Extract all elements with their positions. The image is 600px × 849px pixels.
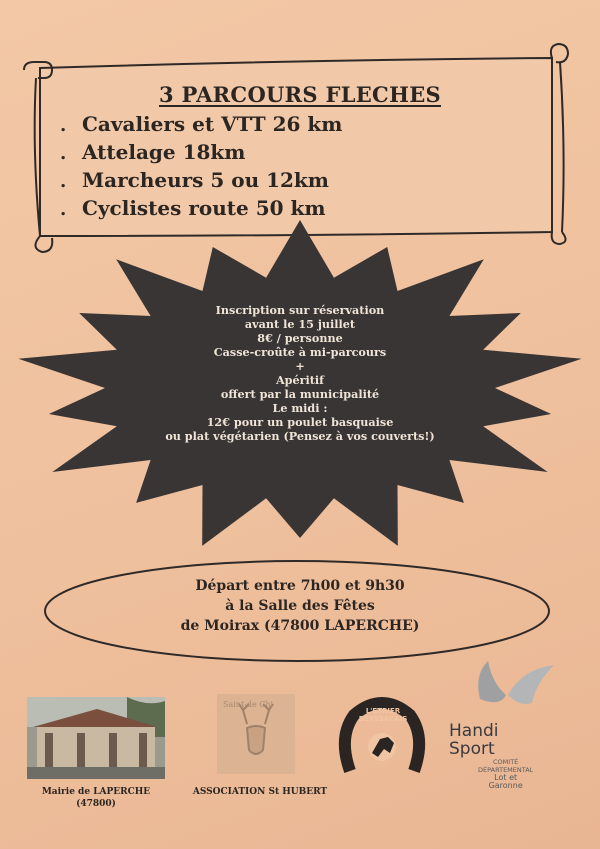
handisport-wordmark	[449, 722, 499, 758]
list-bullet: .	[60, 199, 67, 220]
handisport-sub2: DÉPARTEMENTAL	[478, 766, 534, 774]
mairie-postcode: (47800)	[76, 799, 116, 809]
handisport-sub3: Lot et	[494, 773, 518, 782]
association-label: ASSOCIATION St HUBERT	[192, 787, 328, 797]
etrier-logo-text: L'ETRIER BEYSSACAIS	[358, 707, 408, 723]
burst-line: Inscription sur réservation	[215, 303, 385, 317]
burst-line: Le midi :	[272, 401, 328, 415]
mairie-photo	[27, 697, 165, 779]
departure-town: de Moirax (47800 LAPERCHE)	[180, 618, 420, 634]
mairie-name: Mairie de LAPERCHE	[41, 787, 151, 797]
st-hubert-logo	[217, 694, 295, 774]
departure-info	[100, 576, 500, 636]
scroll-title: 3 PARCOURS FLECHES	[159, 82, 441, 107]
departure-venue: à la Salle des Fêtes	[225, 598, 375, 614]
departure-time: Départ entre 7h00 et 9h30	[195, 578, 405, 594]
burst-line: offert par la municipalité	[220, 387, 380, 401]
burst-line: Apéritif	[276, 373, 324, 387]
burst-line: 12€ pour un poulet basquaise	[206, 415, 394, 429]
burst-line: +	[295, 359, 305, 373]
handisport-swoosh-icon	[470, 655, 560, 713]
handisport-committee	[478, 758, 533, 790]
mairie-label	[22, 786, 170, 810]
handisport-sub4: Garonne	[488, 781, 523, 790]
handisport-line1: Handi	[449, 721, 499, 741]
list-bullet: .	[60, 115, 67, 136]
list-bullet: .	[60, 143, 67, 164]
burst-line: ou plat végétarien (Pensez à vos couverts!)	[165, 429, 435, 443]
handisport-line2: Sport	[449, 739, 495, 759]
course-label: Cavaliers et VTT 26 km	[82, 112, 343, 136]
handisport-sub1: COMITÉ	[493, 758, 519, 766]
course-label: Attelage 18km	[82, 140, 246, 164]
burst-line: avant le 15 juillet	[244, 317, 356, 331]
list-bullet: .	[60, 171, 67, 192]
course-label: Cyclistes route 50 km	[82, 196, 326, 220]
st-hubert-logo-text: Saint-de Chi	[223, 700, 274, 709]
burst-line: 8€ / personne	[257, 331, 343, 345]
burst-line: Casse-croûte à mi-parcours	[213, 345, 387, 359]
course-label: Marcheurs 5 ou 12km	[82, 168, 329, 192]
